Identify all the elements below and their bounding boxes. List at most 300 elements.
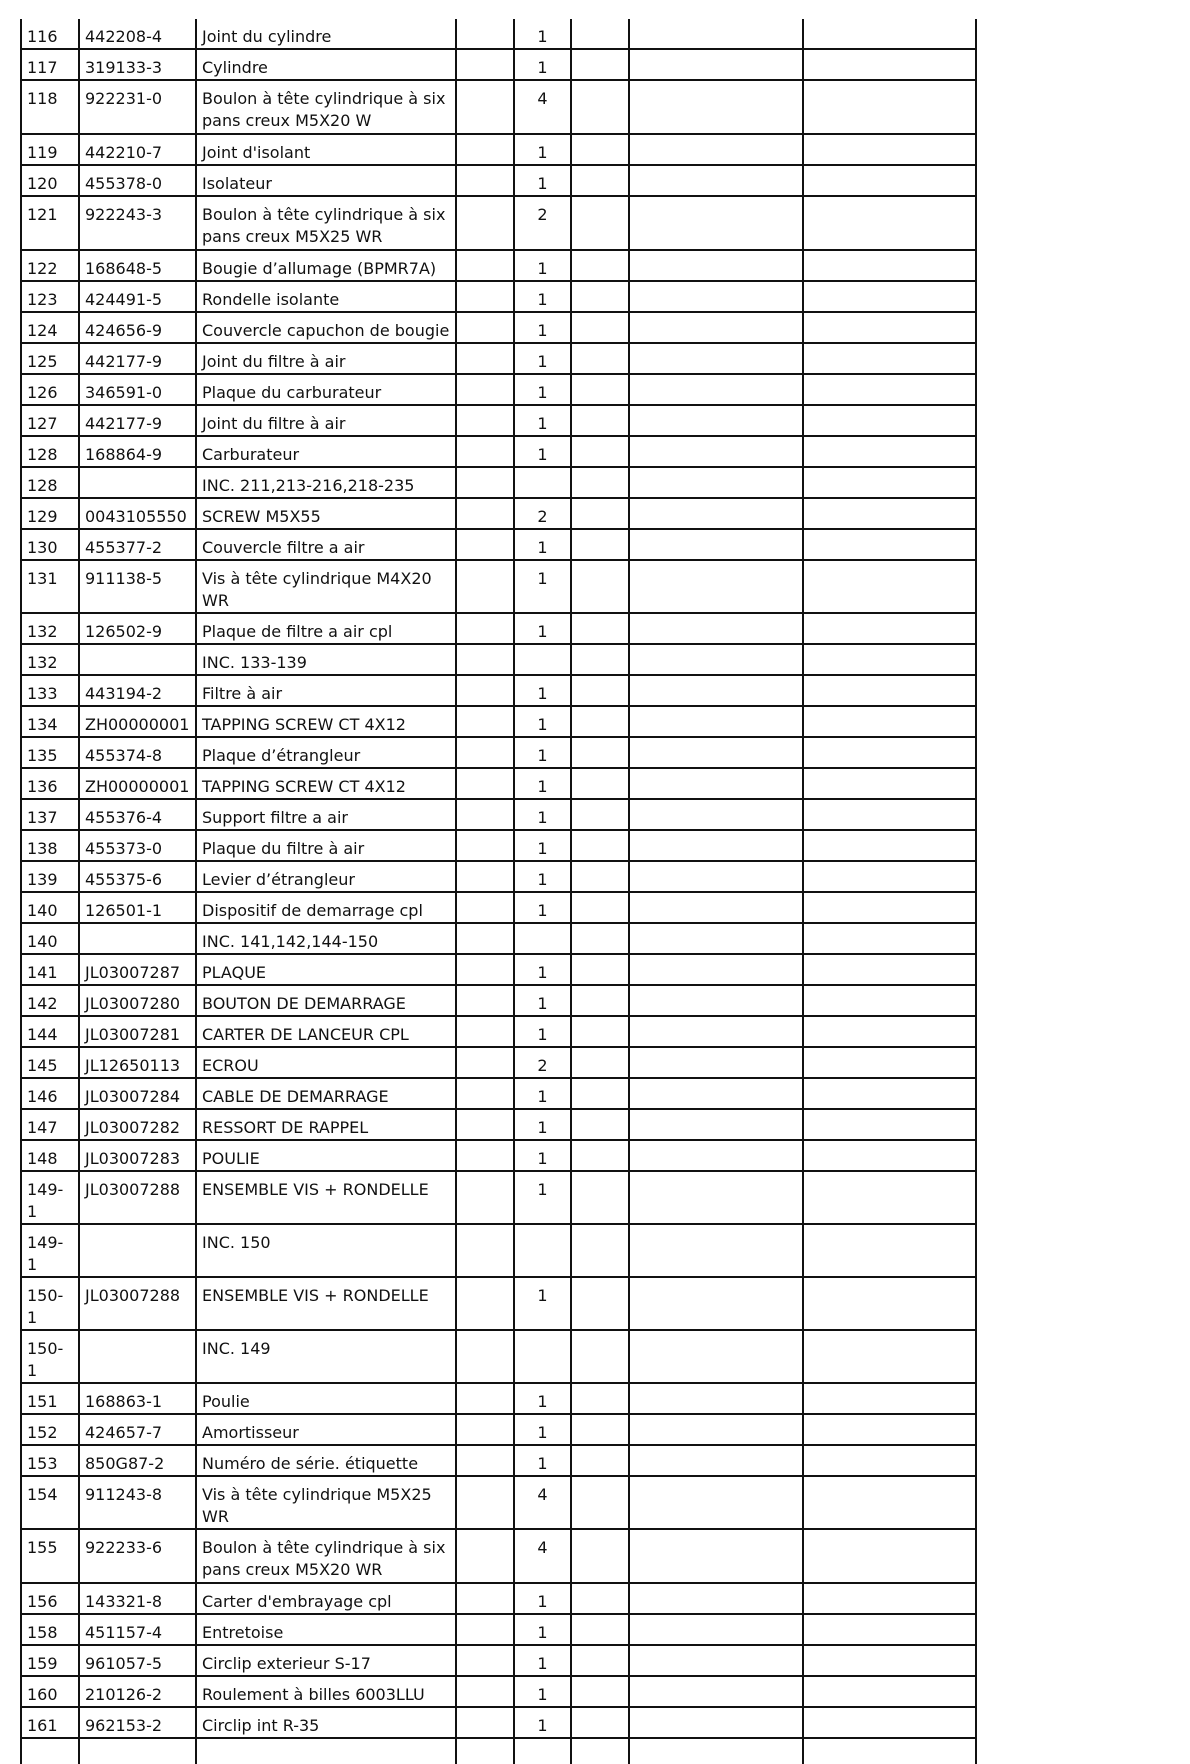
empty-cell [571,1078,629,1109]
quantity: 1 [514,985,571,1016]
empty-cell [571,737,629,768]
empty-cell [803,1078,976,1109]
part-description: TAPPING SCREW CT 4X12 [196,706,456,737]
table-row [21,560,976,613]
item-number: 119 [21,134,79,165]
item-number: 131 [21,560,79,613]
part-reference: 850G87-2 [79,1445,196,1476]
part-reference: 451157-4 [79,1614,196,1645]
part-reference: 961057-5 [79,1645,196,1676]
item-number: 148 [21,1140,79,1171]
part-reference: 210126-2 [79,1676,196,1707]
quantity: 1 [514,675,571,706]
empty-cell [803,343,976,374]
empty-cell [456,1583,514,1614]
empty-cell [803,923,976,954]
table-row [21,613,976,644]
empty-cell [456,799,514,830]
part-description: Circlip exterieur S-17 [196,1645,456,1676]
part-reference: JL03007288 [79,1171,196,1224]
quantity: 2 [514,498,571,529]
table-row [21,1016,976,1047]
empty-cell [456,498,514,529]
empty-cell [456,1476,514,1529]
quantity: 1 [514,1445,571,1476]
part-description: Carter d'embrayage cpl [196,1583,456,1614]
quantity: 1 [514,1277,571,1330]
table-row [21,467,976,498]
item-number: 149-1 [21,1224,79,1277]
table-row [21,1047,976,1078]
empty-cell [456,1445,514,1476]
empty-cell [629,1047,803,1078]
item-number: 122 [21,250,79,281]
item-number: 117 [21,49,79,80]
item-number: 132 [21,613,79,644]
quantity: 1 [514,1078,571,1109]
empty-cell [571,1583,629,1614]
empty-cell [629,1109,803,1140]
empty-cell [803,1109,976,1140]
quantity: 1 [514,892,571,923]
item-number: 128 [21,436,79,467]
part-description: CABLE DE DEMARRAGE [196,1078,456,1109]
item-number: 152 [21,1414,79,1445]
quantity: 1 [514,1109,571,1140]
empty-cell [803,498,976,529]
table-row [21,343,976,374]
empty-cell [571,19,629,49]
empty-cell [456,134,514,165]
item-number: 149-1 [21,1171,79,1224]
empty-cell [629,1645,803,1676]
item-number: 151 [21,1383,79,1414]
empty-cell [571,281,629,312]
empty-cell [456,1645,514,1676]
empty-cell [629,134,803,165]
item-number: 133 [21,675,79,706]
empty-cell [456,1738,514,1764]
empty-cell [571,196,629,250]
empty-cell [456,405,514,436]
empty-cell [456,1277,514,1330]
table-row [21,1330,976,1383]
empty-cell [803,374,976,405]
empty-cell [571,1383,629,1414]
empty-cell [629,737,803,768]
empty-cell [629,49,803,80]
item-number: 142 [21,985,79,1016]
empty-cell [571,675,629,706]
part-reference: 455375-6 [79,861,196,892]
part-description: Couvercle capuchon de bougie [196,312,456,343]
part-description: Boulon à tête cylindrique à six pans creux M5X20 W [196,80,456,134]
part-description: Isolateur [196,165,456,196]
part-reference: 922233-6 [79,1529,196,1583]
empty-cell [571,1414,629,1445]
part-reference: 168648-5 [79,250,196,281]
quantity: 1 [514,861,571,892]
quantity: 1 [514,1016,571,1047]
empty-cell [629,467,803,498]
empty-cell [456,644,514,675]
parts-table-body [21,19,976,1764]
empty-cell [629,613,803,644]
empty-cell [803,250,976,281]
table-row [21,644,976,675]
quantity: 2 [514,1047,571,1078]
empty-cell [456,467,514,498]
item-number: 146 [21,1078,79,1109]
empty-cell [571,498,629,529]
empty-cell [571,985,629,1016]
table-row [21,706,976,737]
empty-cell [803,737,976,768]
empty-cell [629,985,803,1016]
empty-cell [571,861,629,892]
part-reference: 442208-4 [79,19,196,49]
quantity: 1 [514,1676,571,1707]
part-description: Joint du filtre à air [196,405,456,436]
empty-cell [803,1645,976,1676]
empty-cell [571,1047,629,1078]
item-number: 125 [21,343,79,374]
part-reference: 455378-0 [79,165,196,196]
quantity: 1 [514,405,571,436]
empty-cell [456,706,514,737]
item-number: 141 [21,954,79,985]
item-number: 140 [21,923,79,954]
empty-cell [456,985,514,1016]
empty-cell [456,19,514,49]
empty-cell [456,80,514,134]
quantity: 1 [514,312,571,343]
table-row [21,1738,976,1764]
empty-cell [456,1529,514,1583]
part-description: POULIE [196,1140,456,1171]
quantity: 4 [514,1476,571,1529]
part-reference: 911243-8 [79,1476,196,1529]
empty-cell [803,985,976,1016]
empty-cell [629,706,803,737]
part-description: Levier d’étrangleur [196,861,456,892]
table-row [21,768,976,799]
empty-cell [629,560,803,613]
part-description: Poulie [196,1383,456,1414]
part-description: Vis à tête cylindrique M4X20 WR [196,560,456,613]
quantity: 1 [514,134,571,165]
item-number: 155 [21,1529,79,1583]
empty-cell [629,250,803,281]
empty-cell [629,1016,803,1047]
empty-cell [629,892,803,923]
item-number: 154 [21,1476,79,1529]
empty-cell [803,1140,976,1171]
quantity: 1 [514,529,571,560]
empty-cell [456,250,514,281]
empty-cell [629,529,803,560]
item-number: 153 [21,1445,79,1476]
empty-cell [803,1171,976,1224]
part-reference: JL03007280 [79,985,196,1016]
empty-cell [803,861,976,892]
part-reference: 911138-5 [79,560,196,613]
part-description: Carburateur [196,436,456,467]
empty-cell [803,613,976,644]
empty-cell [571,1016,629,1047]
part-description: Bougie d’allumage (BPMR7A) [196,250,456,281]
table-row [21,985,976,1016]
empty-cell [803,467,976,498]
empty-cell [456,861,514,892]
table-row [21,1676,976,1707]
quantity: 2 [514,196,571,250]
part-reference [79,1224,196,1277]
empty-cell [629,830,803,861]
empty-cell [571,405,629,436]
part-reference: 168864-9 [79,436,196,467]
part-description: Boulon à tête cylindrique à six pans creux M5X20 WR [196,1529,456,1583]
table-row [21,1583,976,1614]
empty-cell [803,830,976,861]
item-number: 129 [21,498,79,529]
empty-cell [456,892,514,923]
empty-cell [803,1583,976,1614]
empty-cell [803,1330,976,1383]
empty-cell [629,281,803,312]
empty-cell [571,613,629,644]
empty-cell [571,1738,629,1764]
part-reference [79,467,196,498]
part-reference: 962153-2 [79,1707,196,1738]
empty-cell [803,1676,976,1707]
empty-cell [571,644,629,675]
empty-cell [456,675,514,706]
table-row [21,892,976,923]
part-description: Plaque du carburateur [196,374,456,405]
empty-cell [456,737,514,768]
empty-cell [629,1614,803,1645]
empty-cell [456,1078,514,1109]
table-row [21,675,976,706]
part-reference: 443194-2 [79,675,196,706]
empty-cell [803,560,976,613]
empty-cell [803,19,976,49]
empty-cell [456,768,514,799]
part-description: Filtre à air [196,675,456,706]
part-description: CARTER DE LANCEUR CPL [196,1016,456,1047]
table-row [21,80,976,134]
quantity: 1 [514,1645,571,1676]
part-description: Rondelle isolante [196,281,456,312]
quantity: 1 [514,436,571,467]
item-number: 128 [21,467,79,498]
empty-cell [571,134,629,165]
empty-cell [571,799,629,830]
quantity: 1 [514,830,571,861]
empty-cell [571,250,629,281]
item-number: 123 [21,281,79,312]
table-row [21,1140,976,1171]
empty-cell [571,1614,629,1645]
empty-cell [571,1140,629,1171]
empty-cell [571,343,629,374]
empty-cell [456,436,514,467]
item-number: 118 [21,80,79,134]
empty-cell [571,560,629,613]
table-row [21,861,976,892]
empty-cell [571,374,629,405]
empty-cell [571,80,629,134]
empty-cell [456,1109,514,1140]
empty-cell [629,1476,803,1529]
empty-cell [629,1171,803,1224]
table-row [21,250,976,281]
item-number: 138 [21,830,79,861]
empty-cell [571,768,629,799]
empty-cell [456,830,514,861]
item-number: 159 [21,1645,79,1676]
item-number: 139 [21,861,79,892]
empty-cell [571,436,629,467]
empty-cell [803,644,976,675]
empty-cell [629,1529,803,1583]
part-reference: JL03007283 [79,1140,196,1171]
empty-cell [629,312,803,343]
part-description: RESSORT DE RAPPEL [196,1109,456,1140]
empty-cell [571,1330,629,1383]
empty-cell [629,1414,803,1445]
empty-cell [571,1224,629,1277]
table-row [21,923,976,954]
part-description: TAPPING SCREW CT 4X12 [196,768,456,799]
part-reference: 442210-7 [79,134,196,165]
parts-table [20,19,977,1764]
table-row [21,49,976,80]
empty-cell [629,436,803,467]
empty-cell [803,675,976,706]
empty-cell [629,1383,803,1414]
empty-cell [79,1738,196,1764]
table-row [21,1171,976,1224]
empty-cell [803,1047,976,1078]
part-reference: 455377-2 [79,529,196,560]
table-row [21,281,976,312]
quantity: 1 [514,165,571,196]
empty-cell [803,1614,976,1645]
empty-cell [629,165,803,196]
quantity: 4 [514,80,571,134]
empty-cell [456,1414,514,1445]
quantity: 1 [514,768,571,799]
table-row [21,1414,976,1445]
quantity [514,644,571,675]
empty-cell [803,134,976,165]
empty-cell [571,923,629,954]
part-description: INC. 211,213-216,218-235 [196,467,456,498]
part-reference: JL03007284 [79,1078,196,1109]
empty-cell [571,1645,629,1676]
empty-cell [456,529,514,560]
part-description: ENSEMBLE VIS + RONDELLE [196,1171,456,1224]
part-description: Dispositif de demarrage cpl [196,892,456,923]
part-reference [79,1330,196,1383]
empty-cell [456,1383,514,1414]
table-row [21,165,976,196]
empty-cell [629,498,803,529]
quantity: 1 [514,1171,571,1224]
table-row [21,1645,976,1676]
empty-cell [629,768,803,799]
table-row [21,737,976,768]
part-description: ENSEMBLE VIS + RONDELLE [196,1277,456,1330]
empty-cell [803,1738,976,1764]
part-description: SCREW M5X55 [196,498,456,529]
table-row [21,1476,976,1529]
empty-cell [571,312,629,343]
empty-cell [629,1445,803,1476]
empty-cell [629,644,803,675]
empty-cell [629,1707,803,1738]
part-reference: JL03007282 [79,1109,196,1140]
quantity: 1 [514,250,571,281]
part-description: Cylindre [196,49,456,80]
item-number: 161 [21,1707,79,1738]
empty-cell [571,830,629,861]
empty-cell [803,1445,976,1476]
empty-cell [803,312,976,343]
empty-cell [803,405,976,436]
part-reference: 455374-8 [79,737,196,768]
part-description: Plaque de filtre a air cpl [196,613,456,644]
part-description: Boulon à tête cylindrique à six pans creux M5X25 WR [196,196,456,250]
part-reference: 0043105550 [79,498,196,529]
empty-cell [456,1140,514,1171]
part-reference [79,923,196,954]
quantity [514,1330,571,1383]
item-number: 127 [21,405,79,436]
empty-cell [456,1330,514,1383]
empty-cell [456,1676,514,1707]
empty-cell [456,196,514,250]
empty-cell [571,467,629,498]
quantity: 1 [514,49,571,80]
item-number: 116 [21,19,79,49]
quantity [514,923,571,954]
empty-cell [456,1707,514,1738]
part-reference: JL03007288 [79,1277,196,1330]
item-number: 150-1 [21,1277,79,1330]
item-number: 126 [21,374,79,405]
table-row [21,529,976,560]
empty-cell [629,1224,803,1277]
quantity: 1 [514,374,571,405]
empty-cell [629,675,803,706]
empty-cell [456,923,514,954]
empty-cell [456,1016,514,1047]
table-row [21,954,976,985]
part-reference: 126502-9 [79,613,196,644]
part-reference: 424657-7 [79,1414,196,1445]
empty-cell [571,529,629,560]
part-reference [79,644,196,675]
empty-cell [803,80,976,134]
quantity: 1 [514,560,571,613]
item-number: 140 [21,892,79,923]
item-number: 135 [21,737,79,768]
part-reference: 143321-8 [79,1583,196,1614]
empty-cell [21,1738,79,1764]
